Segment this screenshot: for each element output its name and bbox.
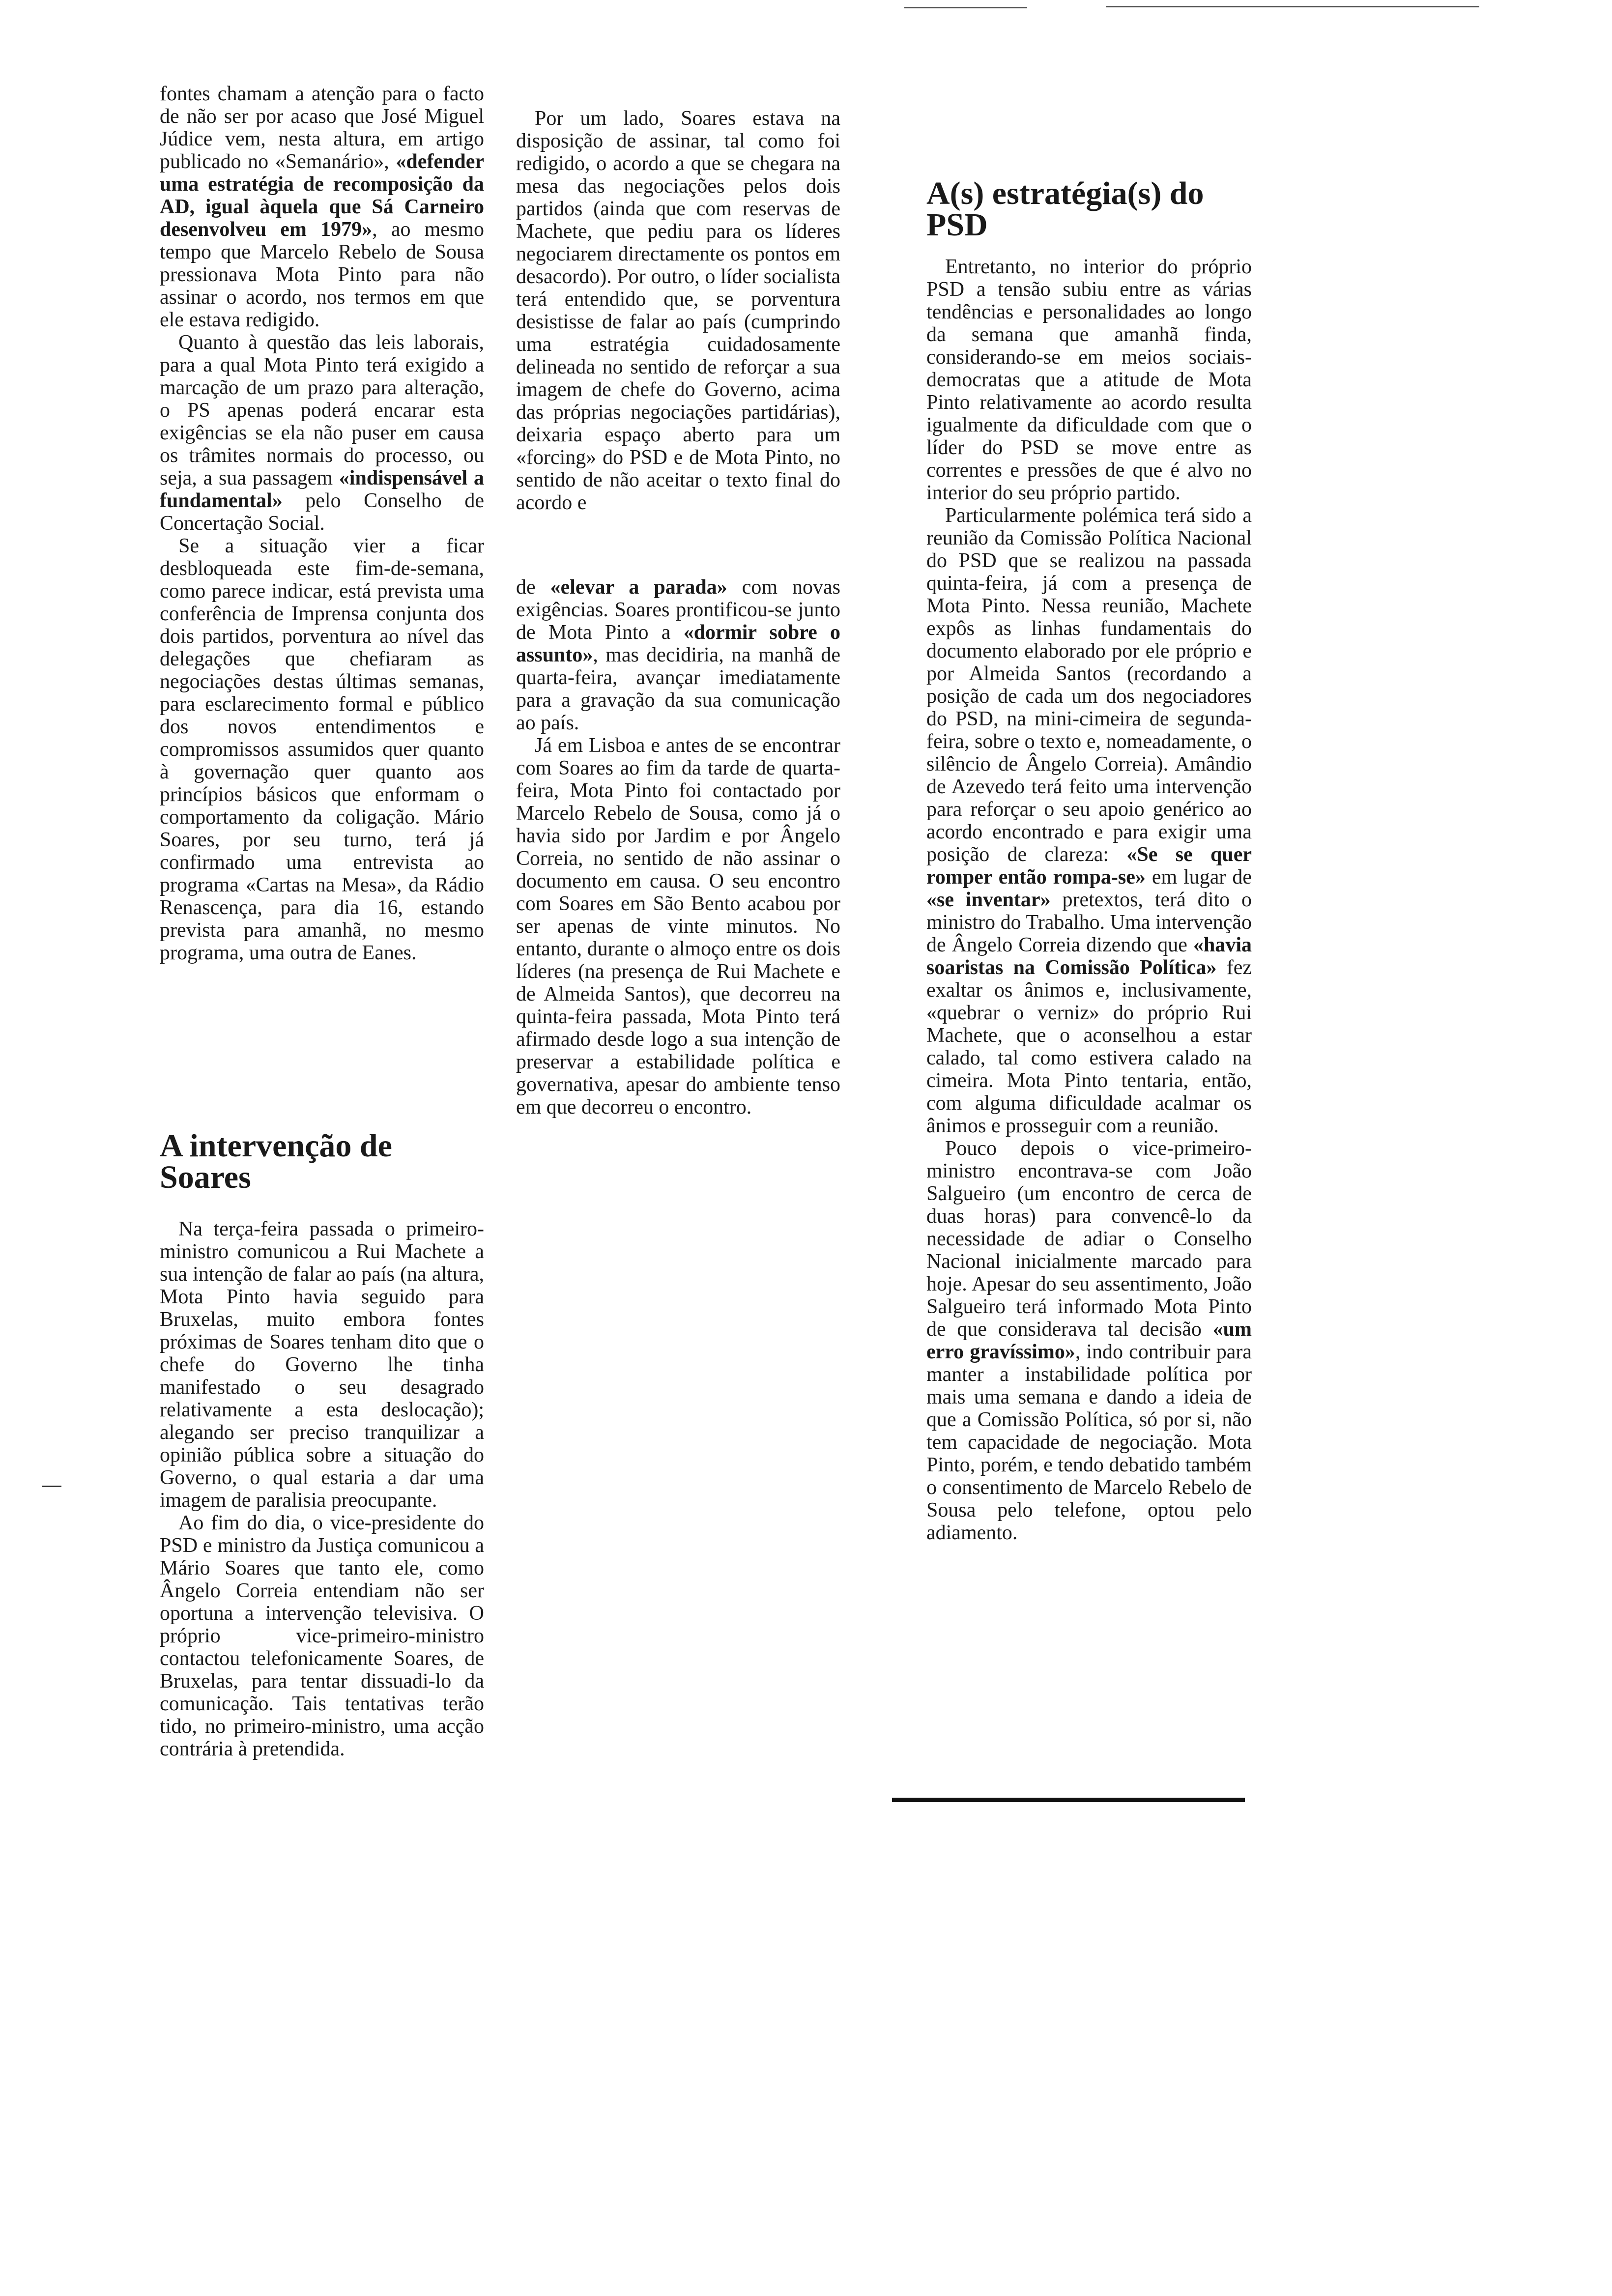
col1-block-top: [160, 83, 484, 964]
top-rule-left: [904, 7, 1027, 8]
col1-paragraph-5: Ao fim do dia, o vice-presidente do PSD e ministro da Justiça comunicou a Mário Soares que tanto ele, como Ângelo Correia entendiam não ser oportuna a intervenção televisiva. O próprio vice-primeiro-ministro contactou telefonicamente Soares, de Bruxelas, para tentar dissuadi-lo da comunicação. Tais tentativas terão tido, no primeiro-ministro, uma acção contrária à pretendida.: [160, 1512, 484, 1760]
col3-paragraph-1: Entretanto, no interior do próprio PSD a tensão subiu entre as várias tendências e personalidades ao longo da semana que amanhã finda, considerando-se em meios sociais-democratas que a atitude de Mota Pinto relativamente ao acordo resulta igualmente da dificuldade com que o líder do PSD se move entre as correntes e pressões de que é alvo no interior do seu próprio partido.: [926, 256, 1252, 504]
col1-paragraph-1: fontes chamam a atenção para o facto de não ser por acaso que José Miguel Júdice vem, nesta altura, em artigo publicado no «Semanário», «defender uma estratégia de recomposição da AD, igual àquela que Sá Carneiro desenvolveu em 1979», ao mesmo tempo que Marcelo Rebelo de Sousa pressionava Mota Pinto para não assinar o acordo, nos termos em que ele estava redigido.: [160, 83, 484, 331]
heading-intervencao: A intervenção de Soares: [160, 1128, 392, 1195]
col1-paragraph-2: Quanto à questão das leis laborais, para a qual Mota Pinto terá exigido a marcação de um prazo para alteração, o PS apenas poderá encarar esta exigências se ela não puser em causa os trâmites normais do processo, ou seja, a sua passagem «indispensável a fundamental» pelo Conselho de Concertação Social.: [160, 331, 484, 535]
col3-paragraph-3: Pouco depois o vice-primeiro-ministro encontrava-se com João Salgueiro (um encontro de cerca de duas horas) para convencê-lo da necessidade de adiar o Conselho Nacional inicialmente marcado para hoje. Apesar do seu assentimento, João Salgueiro terá informado Mota Pinto de que considerava tal decisão «um erro gravíssimo», indo contribuir para manter a instabilidade política por mais uma semana e dando a ideia de que a Comissão Política, só por si, não tem capacidade de negociação. Mota Pinto, porém, e tendo debatido também o consentimento de Marcelo Rebelo de Sousa pelo telefone, optou pelo adiamento.: [926, 1137, 1252, 1544]
col2-block-top: [516, 107, 840, 514]
col2-block-bottom: [516, 576, 840, 1119]
col2-paragraph-2: de «elevar a parada» com novas exigências. Soares prontificou-se junto de Mota Pinto a «dormir sobre o assunto», mas decidiria, na manhã de quarta-feira, avançar imediatamente para a gravação da sua comunicação ao país.: [516, 576, 840, 734]
heading-estrategias: A(s) estratégia(s) do PSD: [926, 175, 1204, 243]
col3-block: [926, 256, 1252, 1544]
end-of-article-rule: [892, 1798, 1245, 1802]
col3-paragraph-2: Particularmente polémica terá sido a reunião da Comissão Política Nacional do PSD que se realizou na passada quinta-feira, já com a presença de Mota Pinto. Nessa reunião, Machete expôs as linhas fundamentais do documento elaborado por ele próprio e por Almeida Santos (recordando a posição de cada um dos negociadores do PSD, na mini-cimeira de segunda-feira, sobre o texto e, nomeadamente, o silêncio de Ângelo Correia). Amândio de Azevedo terá feito uma intervenção para reforçar o seu apoio genérico ao acordo encontrado e para exigir uma posição de clareza: «Se se quer romper então rompa-se» em lugar de «se inventar» pretextos, terá dito o ministro do Trabalho. Uma intervenção de Ângelo Correia dizendo que «havia soaristas na Comissão Política» fez exaltar os ânimos e, inclusivamente, «quebrar o verniz» do próprio Rui Machete, que o aconselhou a estar calado, tal como estivera calado na cimeira. Mota Pinto tentaria, então, com alguma dificuldade acalmar os ânimos e prosseguir com a reunião.: [926, 504, 1252, 1137]
col1-block-bottom: [160, 1218, 484, 1760]
col2-paragraph-3: Já em Lisboa e antes de se encontrar com Soares ao fim da tarde de quarta-feira, Mota Pinto foi contactado por Marcelo Rebelo de Sousa, como já o havia sido por Jardim e por Ângelo Correia, no sentido de não assinar o documento em causa. O seu encontro com Soares em São Bento acabou por ser apenas de vinte minutos. No entanto, durante o almoço entre os dois líderes (na presença de Rui Machete e de Almeida Santos), que decorreu na quinta-feira passada, Mota Pinto terá afirmado desde logo a sua intenção de preservar a estabilidade política e governativa, apesar do ambiente tenso em que decorreu o encontro.: [516, 734, 840, 1119]
col1-paragraph-4: Na terça-feira passada o primeiro-ministro comunicou a Rui Machete a sua intenção de falar ao país (na altura, Mota Pinto havia seguido para Bruxelas, muito embora fontes próximas de Soares tenham dito que o chefe do Governo lhe tinha manifestado o seu desagrado relativamente a esta deslocação); alegando ser preciso tranquilizar a opinião pública sobre a situação do Governo, o qual estaria a dar uma imagem de paralisia preocupante.: [160, 1218, 484, 1512]
col2-paragraph-1: Por um lado, Soares estava na disposição de assinar, tal como foi redigido, o acordo a que se chegara na mesa das negociações pelos dois partidos (ainda que com reservas de Machete, que pediu para os líderes negociarem directamente os pontos em desacordo). Por outro, o líder socialista terá entendido que, se porventura desistisse de falar ao país (cumprindo uma estratégia cuidadosamente delineada no sentido de reforçar a sua imagem de chefe do Governo, acima das próprias negociações partidárias), deixaria espaço aberto para um «forcing» do PSD e de Mota Pinto, no sentido de não aceitar o texto final do acordo e: [516, 107, 840, 514]
col1-paragraph-3: Se a situação vier a ficar desbloqueada este fim-de-semana, como parece indicar, está prevista uma conferência de Imprensa conjunta dos dois partidos, porventura ao nível das delegações que chefiaram as negociações destas últimas semanas, para esclarecimento formal e público dos novos entendimentos e compromissos assumidos quer quanto à governação quer quanto aos princípios básicos que enformam o comportamento da coligação. Mário Soares, por seu turno, terá já confirmado uma entrevista ao programa «Cartas na Mesa», da Rádio Renascença, para dia 16, estando prevista para amanhã, no mesmo programa, uma outra de Eanes.: [160, 535, 484, 964]
top-rule-right: [1106, 6, 1479, 7]
scan-mark: [42, 1486, 61, 1487]
